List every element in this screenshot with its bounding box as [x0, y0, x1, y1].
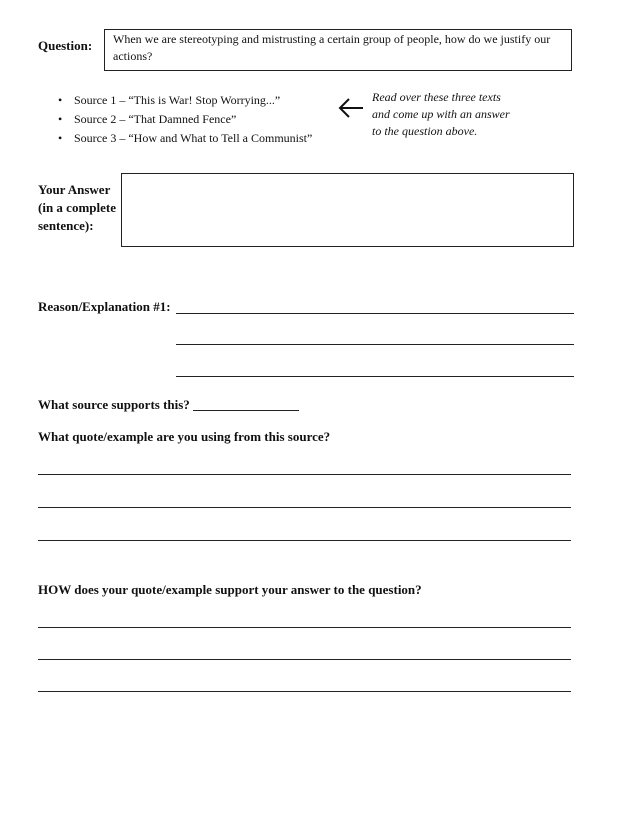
- reason-line[interactable]: [176, 344, 574, 345]
- reason-line[interactable]: [176, 313, 574, 314]
- source-item: • Source 3 – “How and What to Tell a Communist”: [58, 129, 312, 148]
- reason-line[interactable]: [176, 376, 574, 377]
- source-item: • Source 2 – “That Damned Fence”: [58, 110, 312, 129]
- quote-line[interactable]: [38, 474, 571, 475]
- question-label: Question:: [38, 38, 93, 53]
- question-box: When we are stereotyping and mistrusting a certain group of people, how do we justify our actions?: [104, 29, 572, 71]
- how-label: HOW does your quote/example support your answer to the question?: [38, 582, 422, 597]
- quote-label: What quote/example are you using from this source?: [38, 429, 331, 444]
- reason-label: Reason/Explanation #1:: [38, 299, 171, 314]
- answer-box[interactable]: [121, 173, 574, 247]
- quote-line[interactable]: [38, 540, 571, 541]
- quote-line[interactable]: [38, 507, 571, 508]
- left-arrow-icon: [337, 96, 365, 120]
- source-list: [58, 91, 312, 148]
- source-support-label: What source supports this?: [38, 397, 190, 412]
- how-line[interactable]: [38, 627, 571, 628]
- source-support-line[interactable]: [193, 410, 299, 411]
- how-line[interactable]: [38, 691, 571, 692]
- source-item: • Source 1 – “This is War! Stop Worrying...”: [58, 91, 312, 110]
- instruction-note: Read over these three texts and come up with an answer to the question above.: [372, 90, 510, 138]
- answer-label: Your Answer (in a complete sentence):: [38, 182, 116, 233]
- how-line[interactable]: [38, 659, 571, 660]
